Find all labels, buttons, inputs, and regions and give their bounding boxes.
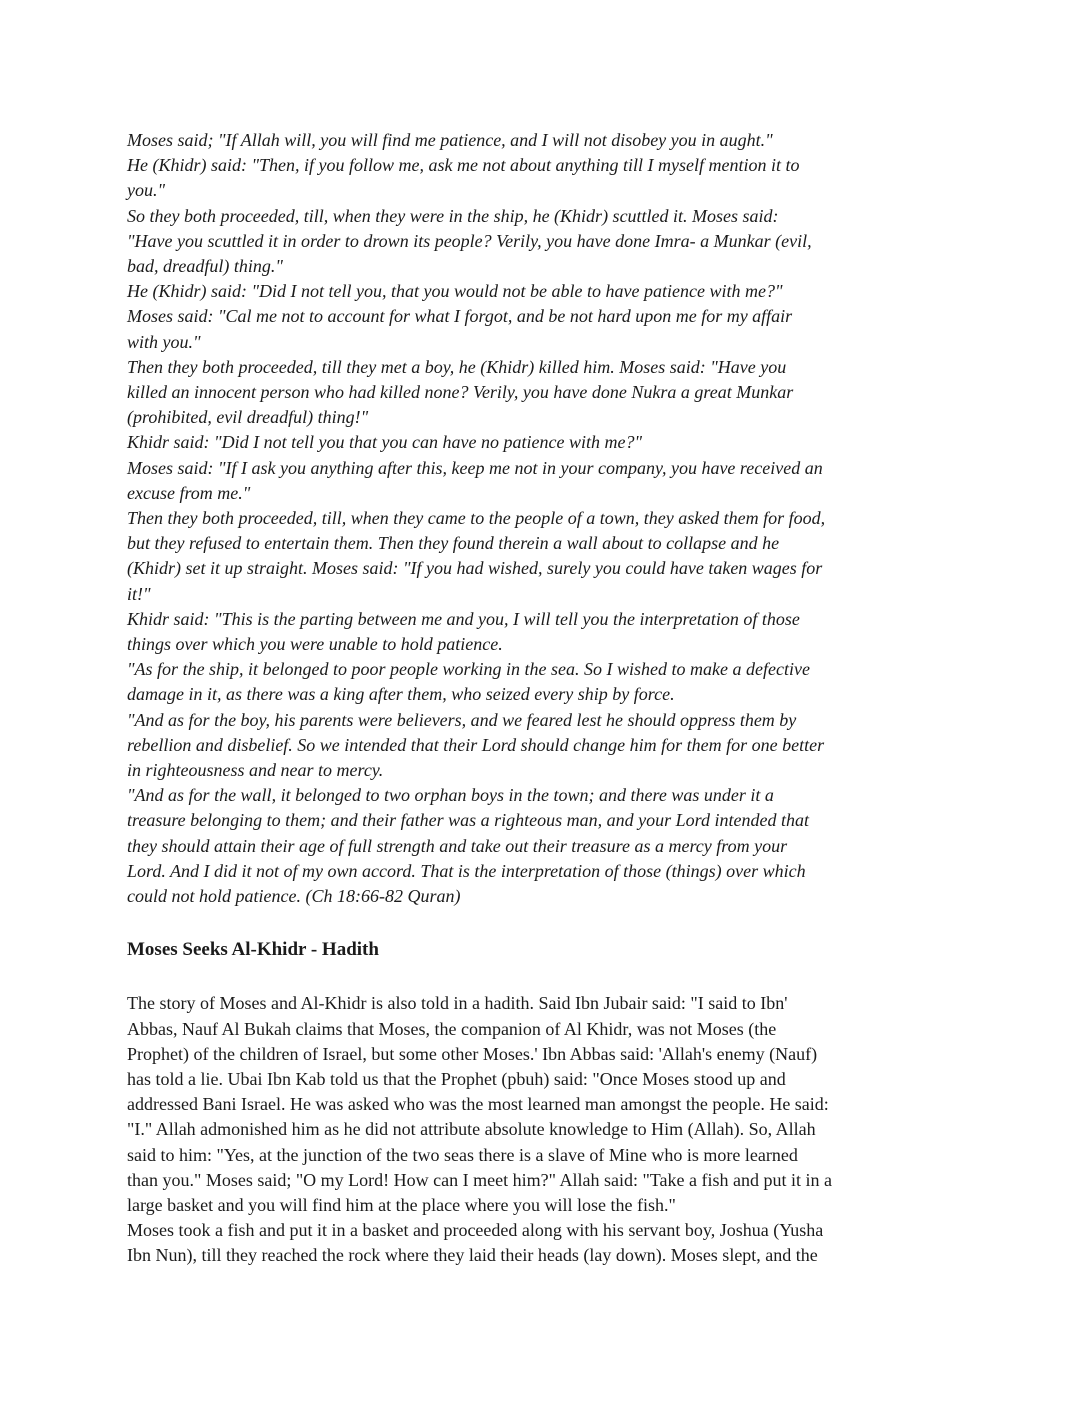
text-line: has told a lie. Ubai Ibn Kab told us that the Prophet (pbuh) said: "Once Moses stood up and (127, 1068, 786, 1089)
text-line: damage in it, as there was a king after them, who seized every ship by force. (127, 684, 675, 705)
text-line: "As for the ship, it belonged to poor people working in the sea. So I wished to make a defective (127, 659, 810, 680)
text-line: Khidr said: "Did I not tell you that you can have no patience with me?" (127, 432, 643, 453)
text-line: said to him: "Yes, at the junction of the two seas there is a slave of Mine who is more learned (127, 1144, 798, 1165)
text-line: than you." Moses said; "O my Lord! How can I meet him?" Allah said: "Take a fish and put it in a (127, 1169, 832, 1190)
text-line: He (Khidr) said: "Then, if you follow me, ask me not about anything till I myself mention it to (127, 155, 800, 176)
text-line: large basket and you will find him at the place where you will lose the fish." (127, 1194, 676, 1215)
text-line: killed an innocent person who had killed none? Verily, you have done Nukra a great Munkar (127, 382, 794, 403)
text-line: "And as for the boy, his parents were believers, and we feared lest he should oppress them by (127, 709, 797, 730)
text-line: Moses said: "If I ask you anything after this, keep me not in your company, you have received an (127, 457, 823, 478)
text-line: Prophet) of the children of Israel, but some other Moses.' Ibn Abbas said: 'Allah's enemy (Nauf) (127, 1043, 818, 1064)
text-line: The story of Moses and Al-Khidr is also told in a hadith. Said Ibn Jubair said: "I said to Ibn' (127, 993, 788, 1014)
text-line: treasure belonging to them; and their father was a righteous man, and your Lord intended that (127, 810, 809, 831)
text-line: Ibn Nun), till they reached the rock where they laid their heads (lay down). Moses slept, and the (127, 1245, 818, 1266)
section-heading: Moses Seeks Al-Khidr - Hadith (127, 939, 379, 961)
text-line: in righteousness and near to mercy. (127, 760, 384, 781)
text-line: "I." Allah admonished him as he did not attribute absolute knowledge to Him (Allah). So, Allah (127, 1119, 816, 1140)
text-line: (Khidr) set it up straight. Moses said: "If you had wished, surely you could have taken wages for (127, 558, 823, 579)
text-line: "And as for the wall, it belonged to two orphan boys in the town; and there was under it a (127, 785, 774, 806)
text-line: you." (127, 180, 166, 201)
text-line: bad, dreadful) thing." (127, 256, 283, 277)
text-line: Abbas, Nauf Al Bukah claims that Moses, the companion of Al Khidr, was not Moses (the (127, 1018, 777, 1039)
text-line: (prohibited, evil dreadful) thing!" (127, 407, 369, 428)
text-line: it!" (127, 583, 151, 604)
text-line: but they refused to entertain them. Then they found therein a wall about to collapse and he (127, 533, 780, 554)
quran-passage (127, 128, 1006, 909)
text-line: Then they both proceeded, till they met a boy, he (Khidr) killed him. Moses said: "Have you (127, 356, 787, 377)
text-line: they should attain their age of full strength and take out their treasure as a mercy from your (127, 835, 788, 856)
text-line: could not hold patience. (Ch 18:66-82 Quran) (127, 886, 461, 907)
text-line: So they both proceeded, till, when they were in the ship, he (Khidr) scuttled it. Moses said: (127, 205, 779, 226)
text-line: "Have you scuttled it in order to drown its people? Verily, you have done Imra- a Munkar (evil, (127, 230, 812, 251)
text-line: Khidr said: "This is the parting between me and you, I will tell you the interpretation of those (127, 608, 800, 629)
text-line: rebellion and disbelief. So we intended that their Lord should change him for them for one better (127, 734, 825, 755)
text-line: He (Khidr) said: "Did I not tell you, that you would not be able to have patience with me?" (127, 281, 783, 302)
text-line: things over which you were unable to hold patience. (127, 634, 503, 655)
text-line: with you." (127, 331, 201, 352)
text-line: Moses took a fish and put it in a basket and proceeded along with his servant boy, Joshua (Yusha (127, 1220, 824, 1241)
text-line: Moses said: "Cal me not to account for what I forgot, and be not hard upon me for my affair (127, 306, 793, 327)
text-line: Moses said; "If Allah will, you will find me patience, and I will not disobey you in aught." (127, 130, 773, 150)
text-line: addressed Bani Israel. He was asked who was the most learned man amongst the people. He said: (127, 1094, 829, 1115)
text-line: Lord. And I did it not of my own accord. That is the interpretation of those (things) over which (127, 860, 806, 881)
text-line: Then they both proceeded, till, when they came to the people of a town, they asked them for food, (127, 508, 826, 529)
hadith-passage (127, 991, 1006, 1268)
text-line: excuse from me." (127, 482, 251, 503)
